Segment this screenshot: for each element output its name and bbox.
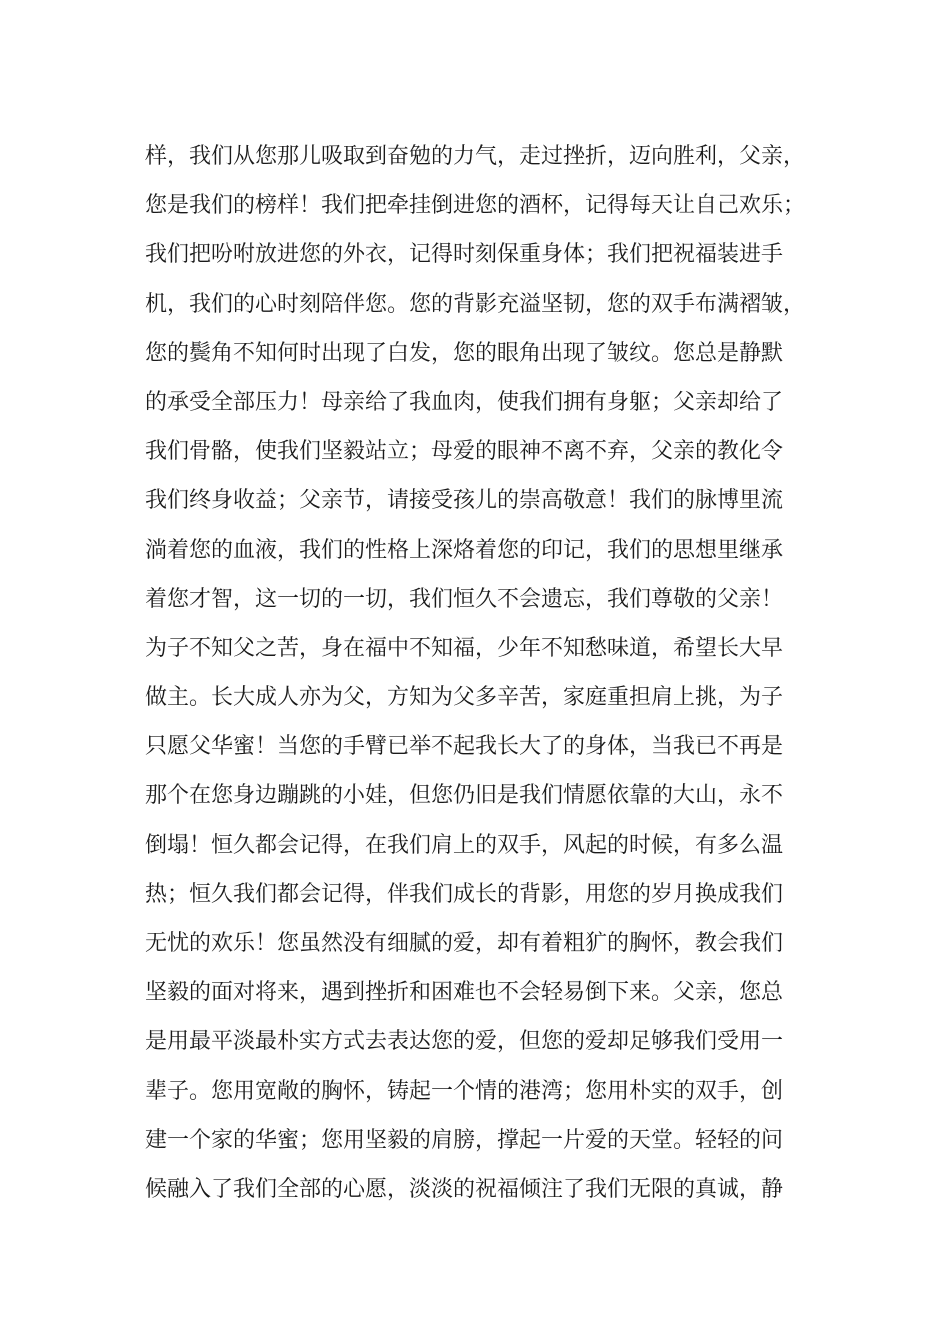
text-line: 坚毅的面对将来，遇到挫折和困难也不会轻易倒下来。父亲，您总 [145, 980, 784, 1006]
text-line: 辈子。您用宽敞的胸怀，铸起一个情的港湾；您用朴实的双手，创 [145, 1078, 784, 1104]
text-line: 热；恒久我们都会记得，伴我们成长的背影，用您的岁月换成我们 [145, 881, 784, 907]
text-line: 样，我们从您那儿吸取到奋勉的力气，走过挫折，迈向胜利，父亲， [145, 144, 806, 169]
text-line: 只愿父华蜜！当您的手臂已举不起我长大了的身体，当我已不再是 [145, 734, 784, 760]
text-line: 为子不知父之苦，身在福中不知福，少年不知愁味道，希望长大早 [145, 635, 784, 661]
text-line: 我们骨骼，使我们坚毅站立；母爱的眼神不离不弃，父亲的教化令 [145, 439, 784, 465]
text-line: 倒塌！恒久都会记得，在我们肩上的双手，风起的时候，有多么温 [145, 832, 784, 858]
text-line: 那个在您身边蹦跳的小娃，但您仍旧是我们情愿依靠的大山，永不 [145, 783, 784, 809]
text-line: 的承受全部压力！母亲给了我血肉，使我们拥有身躯；父亲却给了 [145, 389, 784, 415]
text-line: 是用最平淡最朴实方式去表达您的爱，但您的爱却足够我们受用一 [145, 1029, 784, 1055]
text-line: 我们把吩咐放进您的外衣，记得时刻保重身体；我们把祝福装进手 [145, 242, 784, 268]
text-line: 建一个家的华蜜；您用坚毅的肩膀，撑起一片爱的天堂。轻轻的问 [145, 1127, 784, 1153]
text-line: 着您才智，这一切的一切，我们恒久不会遗忘，我们尊敬的父亲！ [145, 586, 784, 612]
text-line: 做主。长大成人亦为父，方知为父多辛苦，家庭重担肩上挑，为子 [145, 685, 784, 711]
text-line: 您的鬓角不知何时出现了白发，您的眼角出现了皱纹。您总是静默 [145, 340, 784, 366]
text-line: 我们终身收益；父亲节，请接受孩儿的崇高敬意！我们的脉博里流 [145, 488, 784, 514]
text-line: 淌着您的血液，我们的性格上深烙着您的印记，我们的思想里继承 [145, 537, 784, 563]
body-text [145, 132, 815, 1214]
text-line: 机，我们的心时刻陪伴您。您的背影充溢坚韧，您的双手布满褶皱， [145, 291, 806, 317]
text-line: 候融入了我们全部的心愿，淡淡的祝福倾注了我们无限的真诚，静 [145, 1176, 784, 1202]
text-line: 您是我们的榜样！我们把牵挂倒进您的酒杯，记得每天让自己欢乐； [145, 193, 806, 219]
text-line: 无忧的欢乐！您虽然没有细腻的爱，却有着粗犷的胸怀，教会我们 [145, 931, 784, 956]
